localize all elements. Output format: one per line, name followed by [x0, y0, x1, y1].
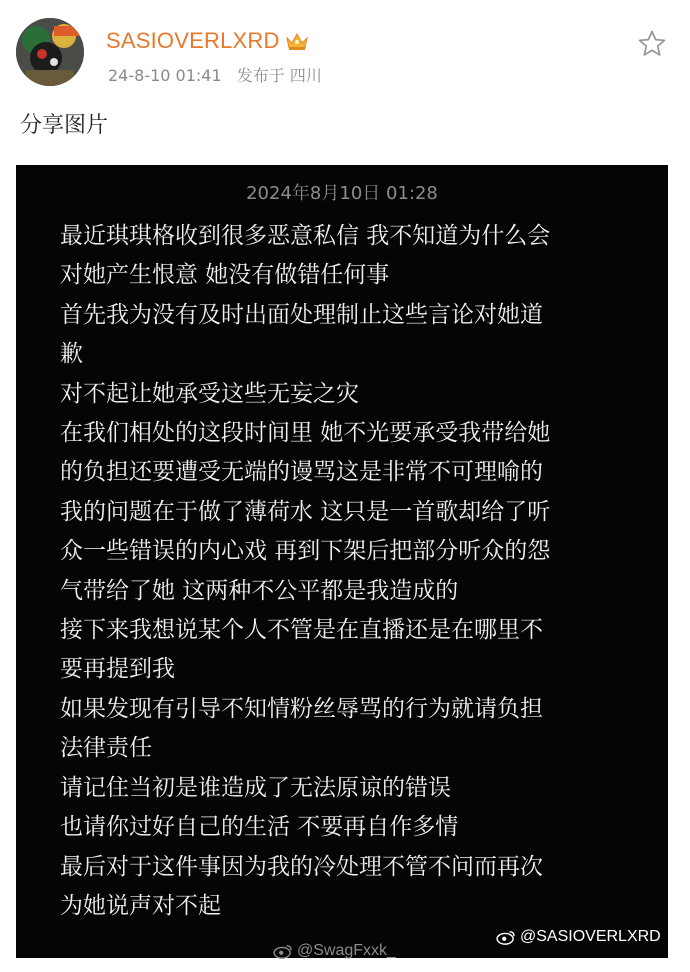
image-text-lines: [60, 217, 650, 926]
post-header: [0, 0, 690, 100]
avatar[interactable]: [16, 18, 84, 86]
watermark-inner-text: @SASIOVERLXRD: [520, 928, 661, 945]
favorite-button[interactable]: [636, 28, 668, 60]
crown-icon: [284, 30, 310, 52]
username-row: [106, 26, 310, 56]
image-line: 如果发现有引导不知情粉丝辱骂的行为就请负担: [60, 695, 543, 722]
post-text: 分享图片: [20, 113, 109, 138]
watermark-outer: [273, 942, 396, 960]
image-line: 要再提到我: [60, 656, 175, 683]
watermark-inner: [496, 928, 661, 946]
image-line: 请记住当初是谁造成了无法原谅的错误: [60, 774, 451, 801]
image-line: 首先我为没有及时出面处理制止这些言论对她道: [60, 301, 543, 328]
post-location: 发布于 四川: [236, 66, 322, 85]
image-line: 众一些错误的内心戏 再到下架后把部分听众的怨: [60, 538, 551, 565]
image-line: 最近琪琪格收到很多恶意私信 我不知道为什么会: [60, 223, 551, 249]
post-image[interactable]: [16, 165, 668, 958]
image-line: 法律责任: [60, 735, 152, 762]
watermark-outer-text: @SwagFxxk_: [297, 942, 396, 959]
image-line: 在我们相处的这段时间里 她不光要承受我带给她: [60, 420, 551, 447]
avatar-image: [16, 18, 84, 86]
weibo-logo-icon: [496, 929, 516, 945]
image-date: 2024年8月10日 01:28: [246, 183, 438, 204]
image-line: 的负担还要遭受无端的谩骂这是非常不可理喻的: [60, 459, 543, 486]
image-line: 歉: [60, 341, 83, 368]
username[interactable]: SASIOVERLXRD: [106, 28, 280, 53]
image-line: 气带给了她 这两种不公平都是我造成的: [60, 577, 459, 604]
image-line: 最后对于这件事因为我的冷处理不管不问而再次: [60, 853, 543, 880]
image-line: 为她说声对不起: [60, 892, 221, 919]
image-line: 我的问题在于做了薄荷水 这只是一首歌却给了听: [60, 498, 551, 525]
star-icon: [636, 28, 668, 60]
image-line: 也请你过好自己的生活 不要再自作多情: [60, 814, 459, 841]
post-meta: [108, 63, 332, 86]
image-line: 对不起让她承受这些无妄之灾: [60, 380, 359, 407]
post-timestamp: 24-8-10 01:41: [108, 66, 222, 85]
weibo-logo-icon: [273, 943, 293, 959]
image-line: 接下来我想说某个人不管是在直播还是在哪里不: [60, 617, 543, 644]
image-line: 对她产生恨意 她没有做错任何事: [60, 262, 390, 289]
